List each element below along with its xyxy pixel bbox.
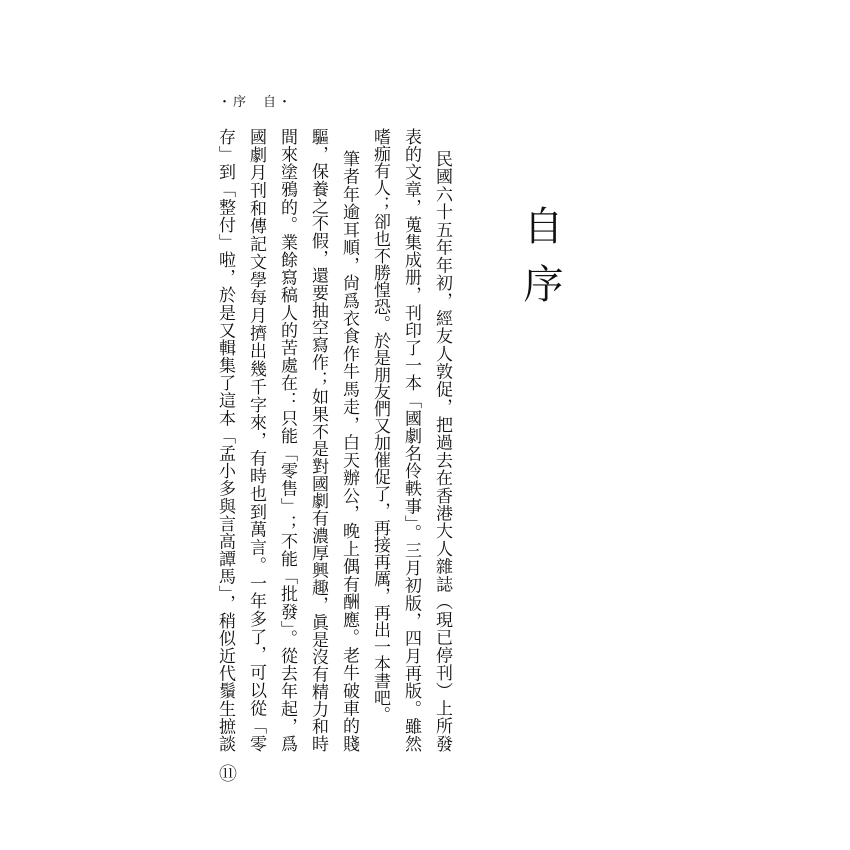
text-column-2: 表的文章，蒐集成册，刊印了一本「國劇名伶軼事」。三月初版，四月再版。雖然 <box>401 128 421 752</box>
text-column-3: 嗜痂有人；卻也不勝惶恐。於是朋友們又加催促了，再接再厲，再出一本書吧。 <box>370 128 390 723</box>
running-head: ・序 自・ <box>218 95 294 110</box>
text-column-5: 驅，保養之不假，還要抽空寫作；如果不是對國劇有濃厚興趣，眞是沒有精力和時 <box>308 128 328 752</box>
text-column-8: 存」到「整付」啦，於是又輯集了這本「孟小多與言高譚馬」，稍似近代鬚生摭談 <box>215 128 235 752</box>
page-number: ⑪ <box>219 764 237 785</box>
text-column-1: 民國六十五年年初，經友人敦促，把過去在香港大人雜誌（現已停刊）上所發 <box>432 150 452 752</box>
text-column-7: 國劇月刊和傳記文學每月擠出幾千字來，有時也到萬言。一年多了，可以從「零 <box>246 128 266 752</box>
page-title: 自序 <box>517 205 563 321</box>
text-column-6: 間來塗鴉的。業餘寫稿人的苦處在：只能「零售」；不能「批發」。從去年起，爲 <box>277 128 297 752</box>
text-column-4: 筆者年逾耳順，尙爲衣食作牛馬走，白天辦公，晚上偶有酬應。老牛破車的賤 <box>339 150 359 752</box>
